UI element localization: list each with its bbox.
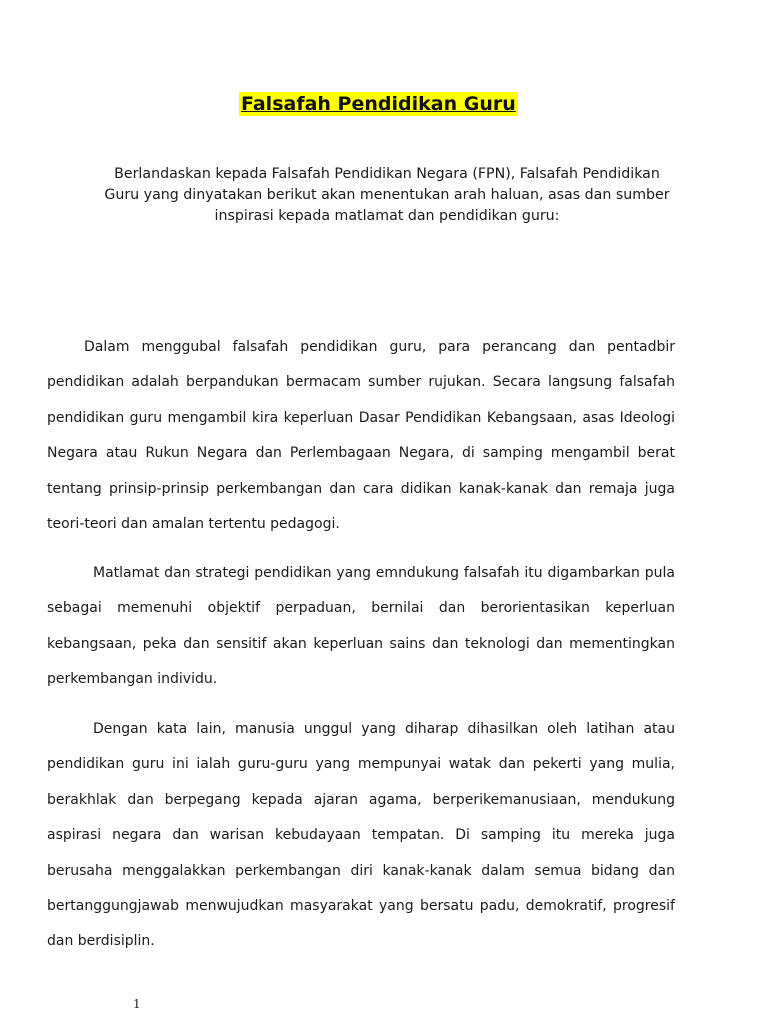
body-paragraph: Matlamat dan strategi pendidikan yang emndukung falsafah itu digambarkan pula sebagai memenuhi objektif perpaduan, bernilai dan berorientasikan keperluan kebangsaan, peka dan sensitif akan keperluan sains dan teknologi dan mementingkan perkembangan individu. — [47, 565, 675, 688]
intro-paragraph: Berlandaskan kepada Falsafah Pendidikan Negara (FPN), Falsafah Pendidikan Guru yang dinyatakan berikut akan menentukan arah haluan, asas dan sumber inspirasi kepada matlamat dan pendidikan guru: — [104, 166, 670, 224]
body-paragraph: Dengan kata lain, manusia unggul yang diharap dihasilkan oleh latihan atau pendidikan guru ini ialah guru-guru yang mempunyai watak dan pekerti yang mulia, berakhlak dan berpegang kepada ajaran agama, berperikemanusiaan, mendukung aspirasi negara dan warisan kebudayaan tempatan. Di samping itu mereka juga berusaha menggalakkan perkembangan diri kanak-kanak dalam semua bidang dan bertanggungjawab menwujudkan masyarakat yang bersatu padu, demokratif, progresif dan berdisiplin. — [47, 721, 675, 950]
body-paragraph: Dalam menggubal falsafah pendidikan guru, para perancang dan pentadbir pendidikan adalah berpandukan bermacam sumber rujukan. Secara langsung falsafah pendidikan guru mengambil kira keperluan Dasar Pendidikan Kebangsaan, asas Ideologi Negara atau Rukun Negara dan Perlembagaan Negara, di samping mengambil berat tentang prinsip-prinsip perkembangan dan cara didikan kanak-kanak dan remaja juga teori-teori dan amalan tertentu pedagogi. — [47, 339, 675, 533]
document-title: Falsafah Pendidikan Guru — [241, 93, 516, 115]
page-number: 1 — [133, 997, 141, 1011]
